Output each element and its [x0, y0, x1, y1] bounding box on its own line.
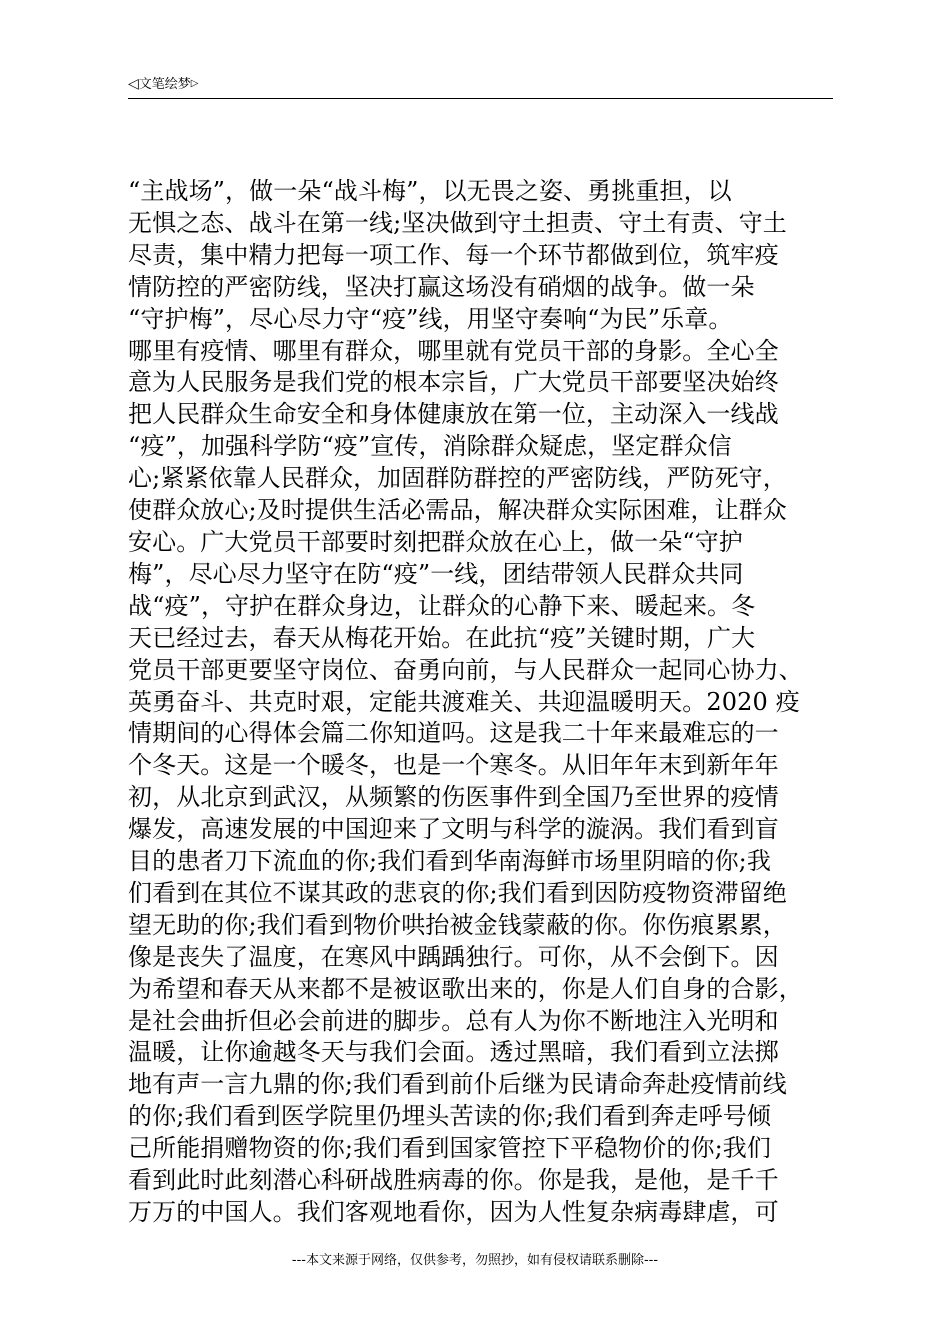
body-line: 意为人民服务是我们党的根本宗旨，广大党员干部要坚决始终 [128, 368, 779, 397]
body-line: 天已经过去，春天从梅花开始。在此抗“疫”关键时期，广大 [128, 623, 756, 652]
body-line: 安心。广大党员干部要时刻把群众放在心上，做一朵“守护 [128, 527, 743, 556]
body-line: 情防控的严密防线，坚决打赢这场没有硝烟的战争。做一朵 [128, 272, 755, 301]
body-line: 党员干部更要坚守岗位、奋勇向前，与人民群众一起同心协力、 [128, 655, 803, 684]
body-line: 温暖，让你逾越冬天与我们会面。透过黑暗，我们看到立法掷 [128, 1038, 779, 1067]
body-line: 初，从北京到武汉，从频繁的伤医事件到全国乃至世界的疫情 [128, 783, 779, 812]
body-line: 战“疫”，守护在群众身边，让群众的心静下来、暖起来。冬 [128, 591, 756, 620]
body-line: 的你;我们看到医学院里仍埋头苦读的你;我们看到奔走呼号倾 [128, 1102, 771, 1131]
body-line: “守护梅”，尽心尽力守“疫”线，用坚守奏响“为民”乐章。 [128, 304, 733, 333]
body-line: 梅”，尽心尽力坚守在防“疫”一线，团结带领人民群众共同 [128, 559, 744, 588]
body-line: 爆发，高速发展的中国迎来了文明与科学的漩涡。我们看到盲 [128, 815, 779, 844]
body-line: 们看到在其位不谋其政的悲哀的你;我们看到因防疫物资滞留绝 [128, 878, 787, 907]
body-line: 个冬天。这是一个暖冬，也是一个寒冬。从旧年年末到新年年 [128, 751, 779, 780]
body-line: 是社会曲折但必会前进的脚步。总有人为你不断地注入光明和 [128, 1006, 779, 1035]
page-header [128, 74, 833, 99]
body-line: 看到此时此刻潜心科研战胜病毒的你。你是我，是他，是千千 [128, 1166, 779, 1195]
body-line: 尽责，集中精力把每一项工作、每一个环节都做到位，筑牢疫 [128, 240, 779, 269]
body-line: 英勇奋斗、共克时艰，定能共渡难关、共迎温暖明天。2020 疫 [128, 687, 800, 716]
body-line: “疫”，加强科学防“疫”宣传，消除群众疑虑，坚定群众信 [128, 432, 732, 461]
body-line: 望无助的你;我们看到物价哄抬被金钱蒙蔽的你。你伤痕累累， [128, 910, 787, 939]
page-footer: ---本文来源于网络，仅供参考，勿照抄，如有侵权请联系删除--- [291, 1253, 659, 1268]
header-logo [128, 76, 199, 93]
header-title: 文笔绘梦 [138, 77, 191, 92]
body-line: 己所能捐赠物资的你;我们看到国家管控下平稳物价的你;我们 [128, 1134, 771, 1163]
right-triangle-icon: ▷ [190, 78, 199, 89]
body-line: 使群众放心;及时提供生活必需品，解决群众实际困难，让群众 [128, 496, 787, 525]
left-triangle-icon: ◁ [128, 76, 139, 92]
document-body [128, 176, 838, 1229]
body-line: 无惧之态、战斗在第一线;坚决做到守土担责、守土有责、守土 [128, 208, 787, 237]
body-line: 情期间的心得体会篇二你知道吗。这是我二十年来最难忘的一 [128, 719, 779, 748]
body-line: 万万的中国人。我们客观地看你，因为人性复杂病毒肆虐，可 [128, 1198, 779, 1226]
body-line: 目的患者刀下流血的你;我们看到华南海鲜市场里阴暗的你;我 [128, 847, 771, 876]
body-line: “主战场”，做一朵“战斗梅”，以无畏之姿、勇挑重担，以 [128, 177, 732, 205]
body-line: 地有声一言九鼎的你;我们看到前仆后继为民请命奔赴疫情前线 [128, 1070, 787, 1099]
body-line: 心;紧紧依靠人民群众，加固群防群控的严密防线，严防死守， [128, 464, 787, 493]
body-line: 把人民群众生命安全和身体健康放在第一位，主动深入一线战 [128, 400, 779, 429]
body-line: 为希望和春天从来都不是被讴歌出来的，你是人们自身的合影， [128, 974, 803, 1003]
body-line: 像是丧失了温度，在寒风中踽踽独行。可你，从不会倒下。因 [128, 942, 779, 971]
body-line: 哪里有疫情、哪里有群众，哪里就有党员干部的身影。全心全 [128, 336, 779, 365]
